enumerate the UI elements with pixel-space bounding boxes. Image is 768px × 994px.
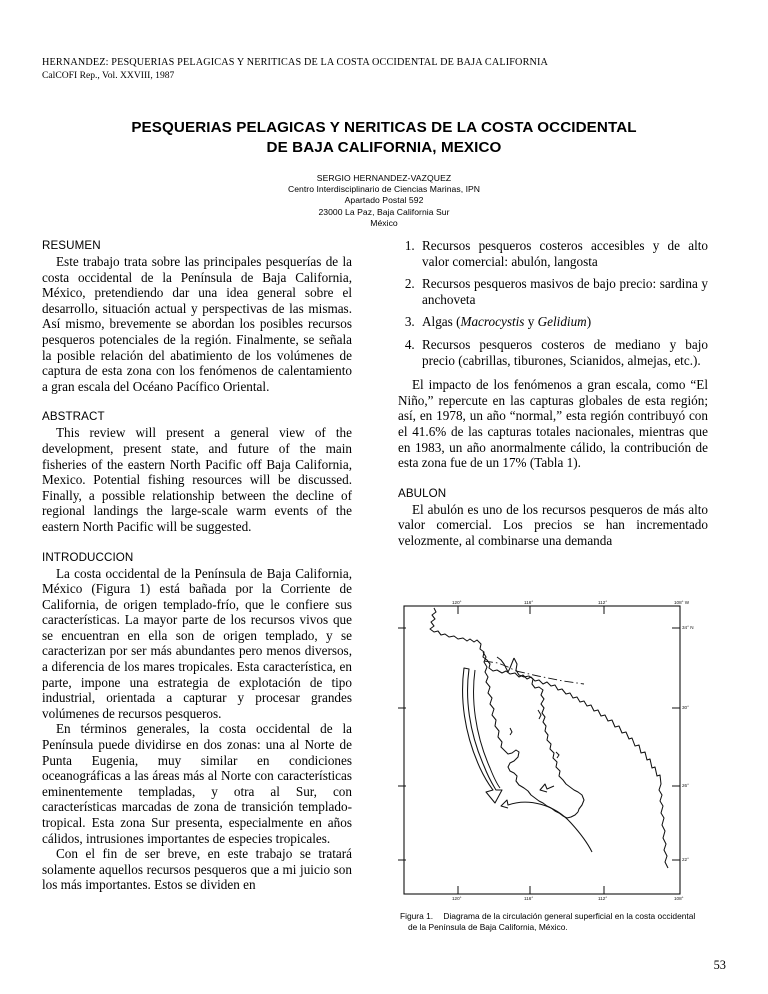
axis-tick-label: 116°	[524, 896, 534, 901]
column-left	[42, 238, 352, 893]
column-right	[398, 238, 708, 549]
california-current-arrow	[463, 668, 502, 803]
axis-tick-label: 108° W	[674, 600, 690, 605]
figure-1	[398, 598, 708, 932]
coastal-bay-mark	[510, 728, 512, 735]
list-item-text: Recursos pesqueros masivos de bajo precio: sardina y anchoveta	[422, 276, 708, 307]
page-number: 53	[713, 958, 726, 972]
impacto-paragraph: El impacto de los fenómenos a gran escala, como “El Niño,” repercute en las capturas globales de esta región; así, en 1978, un año “normal,” esta región contribuyó con el 41.6% de las capturas totales nacionales, mientras que en 1983, un año anormalmente cálido, la contribución de esta zona fue de un 17% (Tabla 1).	[398, 377, 708, 471]
author-affiliation-line1: Centro Interdisciplinario de Ciencias Marinas, IPN	[287, 184, 481, 194]
axis-tick-label: 26°	[682, 783, 689, 788]
page-title-line2: DE BAJA CALIFORNIA, MEXICO	[266, 139, 502, 156]
axis-tick-label: 116°	[524, 600, 534, 605]
abulon-paragraph: El abulón es uno de los recursos pesqueros de más alto valor comercial. Los precios se han incrementado velozmente, al combinarse una demanda	[398, 501, 708, 548]
axis-tick-label: 30°	[682, 705, 689, 710]
species-name-macrocystis: Macrocystis	[460, 314, 525, 330]
axis-tick-label: 120°	[452, 600, 462, 605]
map-axis-labels-top	[452, 600, 690, 605]
peninsula-northern-neck	[497, 657, 514, 672]
axis-tick-label: 34° N	[682, 625, 694, 630]
figure-caption-line1: Diagrama de la circulación general superficial en la costa occidental	[443, 911, 696, 921]
mainland-coastline	[430, 608, 668, 868]
abstract-paragraph: This review will present a general view of the development, present state, and future of the main fisheries of the eastern North Pacific off Baja California, Mexico. Potential fishing resources will be discussed. Finally, a possible relationship between the decline of regional landings the large-scale warm events of the eastern North Pacific will be suggested.	[42, 425, 352, 534]
author-affiliation-line2: Apartado Postal 592	[344, 195, 424, 206]
axis-tick-label: 22°	[682, 857, 689, 862]
axis-tick-label: 112°	[598, 600, 608, 605]
title-block	[42, 118, 726, 230]
gulf-island-mark-2	[556, 752, 559, 758]
author-affiliation-line4: México	[370, 218, 398, 229]
figure-1-image	[398, 598, 706, 903]
map-ticks-bottom	[458, 886, 604, 894]
list-item-text: Recursos pesqueros costeros de mediano y bajo precio (cabrillas, tiburones, Scianidos, almejas, etc.).	[422, 336, 708, 368]
list-item-text: Algas (	[422, 314, 461, 330]
figure-1-caption	[398, 911, 708, 932]
list-item-text-close: )	[586, 314, 592, 330]
species-name-gelidium: Gelidium	[537, 314, 587, 330]
axis-tick-label: 108°	[674, 896, 684, 901]
gulf-island-mark-1	[538, 710, 541, 719]
introduccion-paragraph-2: En términos generales, la costa occidental de la Península puede dividirse en dos zonas: una al Norte de Punta Eugenia, muy similar en condiciones oceanográficas a las áreas más al Norte con características eminentemente templadas, y otra al Sur, con características marcadas de zona de transición templado-tropical. Esta zona Sur presenta, especialmente en años cálidos, intrusiones importantes de especies tropicales.	[42, 721, 352, 846]
section-heading-abstract: ABSTRACT	[42, 410, 105, 424]
author-name: SERGIO HERNANDEZ-VAZQUEZ	[316, 173, 452, 183]
list-item-text: Recursos pesqueros costeros accesibles y de alto valor comercial: abulón, langosta	[422, 238, 708, 269]
axis-tick-label: 120°	[452, 896, 462, 901]
author-affiliation-line3: 23000 La Paz, Baja California Sur	[318, 206, 450, 217]
figure-caption-label: Figura 1.	[400, 911, 434, 921]
introduccion-paragraph-1: La costa occidental de la Península de Baja California, México (Figura 1) está bañada por la Corriente de California, de origen templado-frío, que le confiere sus características. La mayor parte de los recursos vivos que se encuentran en ella son de origen templado, y se caracterizan por ser más abundantes pero menos diversos, a diferencia de los mares tropicales. Esta característica, en parte, impone una estrategia de explotación de tipo industrial, orientada a capturar y procesar grandes volúmenes de recursos pesqueros.	[42, 565, 352, 721]
list-item	[418, 238, 708, 269]
section-heading-introduccion: INTRODUCCION	[42, 550, 134, 564]
running-head-title: HERNANDEZ: PESQUERIAS PELAGICAS Y NERITICAS DE LA COSTA OCCIDENTAL DE BAJA CALIFORNIA	[42, 57, 549, 68]
section-heading-resumen: RESUMEN	[42, 239, 101, 252]
axis-tick-label: 112°	[598, 896, 608, 901]
introduccion-paragraph-3: Con el fin de ser breve, en este trabajo se tratará solamente aquellos recursos pesqueros que a mi juicio son los más importantes. Estos se dividen en	[42, 846, 352, 893]
baja-california-circulation-map	[398, 598, 706, 903]
map-ticks-right	[672, 628, 680, 860]
countercurrent-arrow	[501, 800, 592, 852]
gulf-inflow-arrow	[540, 784, 554, 792]
map-ticks-left	[398, 628, 406, 860]
california-current-streamline	[474, 670, 500, 788]
section-heading-abulon: ABULON	[398, 486, 447, 500]
running-head	[42, 56, 732, 82]
map-ticks-top	[458, 606, 604, 614]
resumen-paragraph: Este trabajo trata sobre las principales pesquerías de la costa occidental de la Península de Baja California, México, pretendiendo dar una idea general sobre el desarrollo, situación actual y perspectivas de las mismas. Así mismo, brevemente se abordan los posibles recursos pesqueros potenciales de la región. Finalmente, se señala la posible relación del abatimiento de los volúmenes de captura de esta zona con los fenómenos de calentamiento a gran escala del Océano Pacífico Oriental.	[42, 254, 352, 394]
map-axis-labels-bottom	[452, 896, 684, 901]
list-item	[418, 314, 708, 330]
list-item	[418, 276, 708, 307]
map-frame	[404, 606, 680, 894]
resource-list	[398, 238, 708, 368]
list-item-conjunction: y	[524, 314, 538, 330]
map-axis-labels-right	[682, 625, 694, 862]
running-head-citation: CalCOFI Rep., Vol. XXVIII, 1987	[42, 70, 175, 81]
list-item	[418, 337, 708, 368]
page-title-line1: PESQUERIAS PELAGICAS Y NERITICAS DE LA COSTA OCCIDENTAL	[131, 119, 637, 136]
figure-caption-line2: de la Península de Baja California, México.	[408, 921, 568, 932]
